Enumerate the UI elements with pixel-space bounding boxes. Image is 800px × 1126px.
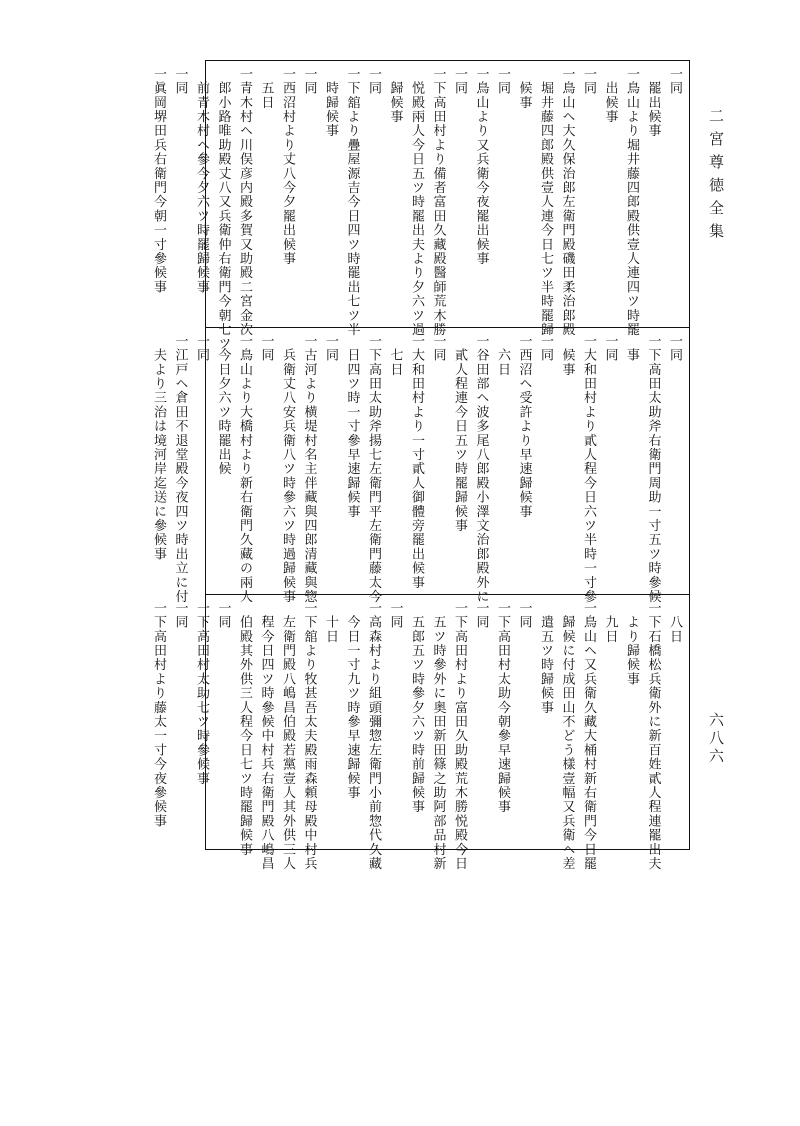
text-column: 一同: [516, 601, 532, 630]
text-column: 五ツ時參外に奥田新田篠之助阿部品村新: [430, 601, 446, 871]
text-column: 一同: [215, 601, 231, 630]
text-column: 一下高田太助斧揚七左衛門平左衛門藤太今: [366, 334, 381, 604]
upper-tier: [151, 61, 689, 351]
text-column: 一鳥山ヘ又兵衛久藏大桶村新右衛門今日罷: [581, 601, 596, 871]
text-column: 程今日四ツ時參候中村兵右衛門殿八嶋昌: [258, 601, 274, 871]
text-column: 一同: [387, 601, 403, 630]
text-column: 候事: [559, 334, 575, 377]
text-column: 一下高田村より富田久助殿荒木勝悦殿今日: [452, 601, 467, 871]
page-number: 六八六: [707, 712, 725, 766]
text-column: 八日: [667, 601, 682, 644]
text-column: 一鳥山より大橋村より新右衛門久藏の兩人: [237, 334, 252, 604]
text-column: 五郎五ツ時參夕六ツ時前歸候事: [409, 601, 424, 814]
text-column: 一同: [473, 601, 489, 630]
text-column: より歸候事: [624, 601, 639, 687]
text-column: 貳人程連今日五ツ時罷歸候事: [452, 334, 467, 533]
text-column: 一同: [667, 334, 682, 363]
text-column: 郎小路唯助殿丈八又兵衛仲右衛門今朝七ツ: [215, 67, 231, 351]
text-column: 一同: [602, 334, 618, 363]
text-column: 一大和田村より貳人程今日六ツ半時一寸參: [581, 334, 596, 604]
text-column: 夫より三治は境河岸迄送に參候事: [151, 334, 166, 562]
text-column: 一眞岡堺田兵右衛門今朝一寸參候事: [151, 67, 166, 295]
text-column: 一下高田村より備者富田久藏殿醫師荒木勝: [430, 67, 446, 337]
text-column: 一古河より横堤村名主伴藏與四郎清藏與惣: [301, 334, 317, 604]
text-column: 一下高田太助斧右衛門周助一寸五ツ時參候: [645, 334, 661, 604]
text-column: 一高森村より組頭彌惣左衛門小前惣代久藏: [366, 601, 381, 871]
text-column: 一同: [495, 67, 510, 96]
text-column: 左衛門殿八嶋昌伯殿若黨壹人其外供三人: [280, 601, 295, 871]
text-column: 七日: [387, 334, 403, 377]
text-column: 九日: [602, 601, 618, 644]
text-column: 堀井藤四郎殿供壹人連今日七ツ半時罷歸: [538, 67, 553, 337]
text-column: 一同: [258, 334, 274, 363]
text-column: 一西沼村より丈八今夕罷出候事: [280, 67, 295, 266]
text-column: 悦殿兩人今日五ツ時罷出夫より夕六ツ過: [409, 67, 424, 337]
text-column: 一下高田村太助七ツ時參候事: [194, 601, 209, 786]
text-column: 十日: [323, 601, 338, 644]
text-column: 遣五ツ時歸候事: [538, 601, 553, 715]
text-column: 一谷田部ヘ波多尾八郎殿小澤文治郎殿外に: [473, 334, 489, 604]
text-column: 一同: [667, 67, 682, 96]
text-column: 一同: [172, 601, 188, 630]
text-column: 一下舘より疊屋源吉今日四ツ時罷出七ツ半: [344, 67, 360, 337]
text-column: 候事: [516, 67, 532, 110]
running-header: 二宮尊徳全集: [707, 108, 725, 246]
text-column: 一下高田村太助今朝參早速歸候事: [495, 601, 510, 814]
text-column: 一同: [452, 67, 467, 96]
text-column: 一同: [581, 67, 596, 96]
text-column: 一同: [430, 334, 446, 363]
text-column: 伯殿其外供三人程今日七ツ時罷歸候事: [237, 601, 252, 857]
text-column: 歸候に付成田山不どう樣壹幅又兵衛ヘ差: [559, 601, 575, 871]
text-column: 一大和田村より一寸貳人御體旁罷出候事: [409, 334, 424, 590]
text-column: 日四ツ時一寸參早速歸候事: [344, 334, 360, 519]
lower-tier: [151, 595, 689, 871]
text-column: 一鳥山より又兵衛今夜罷出候事: [473, 67, 489, 266]
text-column: 一同: [301, 67, 317, 96]
text-column: 罷出候事: [645, 67, 661, 138]
text-column: 前青木村ヘ參今夕六ツ時罷歸候事: [194, 67, 209, 295]
text-column: 事: [624, 334, 639, 363]
middle-tier: [151, 328, 689, 604]
text-column: 一鳥山ヘ大久保治郎左衛門殿磯田柔治郎殿: [559, 67, 575, 337]
text-column: 兵衛丈八安兵衛八ツ時參六ツ時過歸候事: [280, 334, 295, 604]
text-column: 一同: [538, 334, 553, 363]
text-column: 今日一寸九ツ時參早速歸候事: [344, 601, 360, 800]
text-frame: [151, 60, 690, 871]
text-column: 歸候事: [387, 67, 403, 124]
text-column: 一下舘より牧甚吾太夫殿雨森頼母殿中村兵: [301, 601, 317, 871]
middle-tier-columns: [151, 334, 685, 604]
text-column: 一下石橋松兵衛外に新百姓貳人程連罷出夫: [645, 601, 661, 871]
text-column: 六日: [495, 334, 510, 377]
text-column: 一同: [194, 334, 209, 363]
lower-tier-columns: [151, 601, 685, 871]
text-column: 五日: [258, 67, 274, 110]
text-column: 出候事: [602, 67, 618, 124]
text-column: 一鳥山より堀井藤四郎殿供壹人連四ツ時罷: [624, 67, 639, 337]
text-column: 一下高田村より藤太一寸今夜參候事: [151, 601, 166, 829]
text-column: 一同: [366, 67, 381, 96]
upper-tier-columns: [151, 67, 685, 351]
text-column: 今日夕六ツ時罷出候: [215, 334, 231, 476]
text-column: 一西沼ヘ受許より早速歸候事: [516, 334, 532, 519]
text-column: 時歸候事: [323, 67, 338, 138]
text-column: 一江戸ヘ倉田不退堂殿今夜四ツ時出立に付: [172, 334, 188, 604]
text-column: 一同: [172, 67, 188, 96]
text-column: 一同: [323, 334, 338, 363]
text-column: 一青木村ヘ川俣彦内殿多賀又助殿二宮金次: [237, 67, 252, 337]
